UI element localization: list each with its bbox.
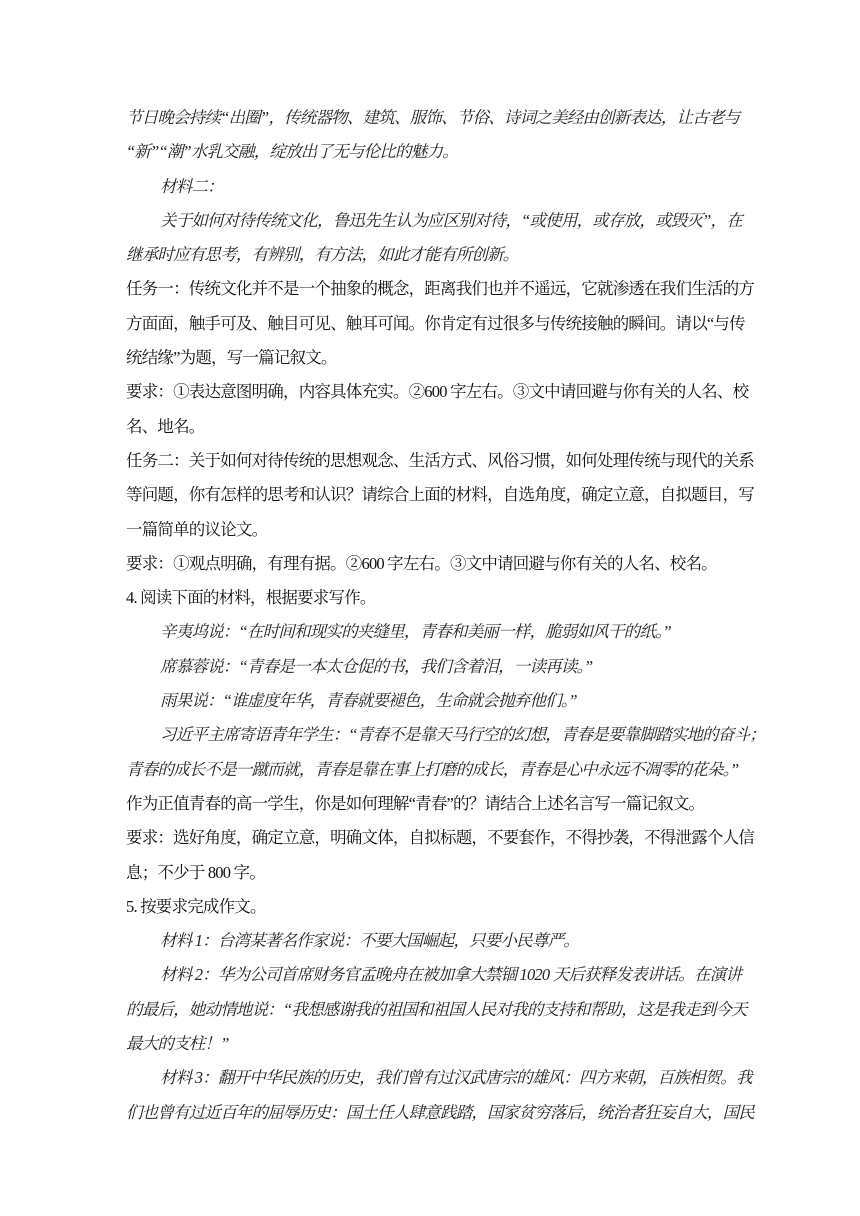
text-line-13: 一篇简单的议论文。 [126, 519, 268, 539]
text-line-28: 最大的支柱！” [126, 1034, 229, 1054]
text-line-3: 材料二： [160, 176, 223, 196]
text-line-12: 等问题，你有怎样的思考和认识？请综合上面的材料，自选角度，确定立意，自拟题目，写 [126, 485, 755, 505]
text-line-17: 席慕蓉说：“青春是一本太仓促的书，我们含着泪，一读再读。” [160, 656, 593, 676]
text-line-10: 名、地名。 [126, 416, 205, 436]
text-line-6: 任务一：传统文化并不是一个抽象的概念，距离我们也并不遥远，它就渗透在我们生活的方 [126, 279, 755, 299]
text-line-30: 们也曾有过近百年的屈辱历史：国土任人肆意践踏，国家贫穷落后，统治者狂妄自大，国民 [126, 1102, 755, 1122]
text-line-20: 青春的成长不是一蹴而就，青春是靠在事上打磨的成长，青春是心中永远不凋零的花朵。” [126, 759, 739, 779]
text-line-5: 继承时应有思考，有辨别，有方法，如此才能有所创新。 [126, 245, 519, 265]
text-line-15: 4. 阅读下面的材料，根据要求写作。 [126, 588, 376, 608]
document-content [126, 101, 765, 1130]
text-line-22: 要求：选好角度，确定立意，明确文体，自拟标题，不要套作，不得抄袭，不得泄露个人信 [126, 828, 755, 848]
text-line-7: 方面面，触手可及、触目可见、触耳可闻。你肯定有过很多与传统接触的瞬间。请以“与传 [126, 313, 745, 333]
text-line-1: 节日晚会持续“出圈”，传统器物、建筑、服饰、节俗、诗词之美经由创新表达，让古老与 [126, 108, 740, 127]
text-line-4: 关于如何对待传统文化，鲁迅先生认为应区别对待，“或使用，或存放，或毁灭”，在 [160, 210, 742, 230]
text-line-21: 作为正值青春的高一学生，你是如何理解“青春”的？请结合上述名言写一篇记叙文。 [126, 793, 705, 813]
text-line-8: 统结缘”为题，写一篇记叙文。 [126, 348, 337, 368]
text-line-2: “新”“潮”水乳交融，绽放出了无与伦比的魅力。 [126, 142, 458, 162]
text-line-25: 材料 1：台湾某著名作家说：不要大国崛起，只要小民尊严。 [160, 931, 579, 951]
text-line-9: 要求：①表达意图明确，内容具体充实。②600 字左右。③文中请回避与你有关的人名、校 [126, 382, 749, 402]
text-line-24: 5. 按要求完成作文。 [126, 896, 266, 916]
text-line-29: 材料 3：翻开中华民族的历史，我们曾有过汉武唐宗的雄风：四方来朝，百族相贺。我 [160, 1068, 752, 1088]
text-line-26: 材料 2：华为公司首席财务官孟晚舟在被加拿大禁锢 1020 天后获释发表讲话。在演讲 [160, 965, 742, 985]
text-line-14: 要求：①观点明确，有理有据。②600 字左右。③文中请回避与你有关的人名、校名。 [126, 553, 717, 573]
text-line-27: 的最后，她动情地说：“我想感谢我的祖国和祖国人民对我的支持和帮助，这是我走到今天 [126, 999, 747, 1019]
text-line-18: 雨果说：“谁虚度年华，青春就要褪色，生命就会抛弃他们。” [160, 691, 577, 711]
text-line-23: 息；不少于 800 字。 [126, 862, 265, 882]
text-line-16: 辛夷坞说：“在时间和现实的夹缝里，青春和美丽一样，脆弱如风干的纸。” [160, 622, 671, 642]
text-line-11: 任务二：关于如何对待传统的思想观念、生活方式、风俗习惯，如何处理传统与现代的关系 [126, 450, 755, 470]
text-line-19: 习近平主席寄语青年学生：“青春不是靠天马行空的幻想，青春是要靠脚踏实地的奋斗； [160, 725, 765, 745]
